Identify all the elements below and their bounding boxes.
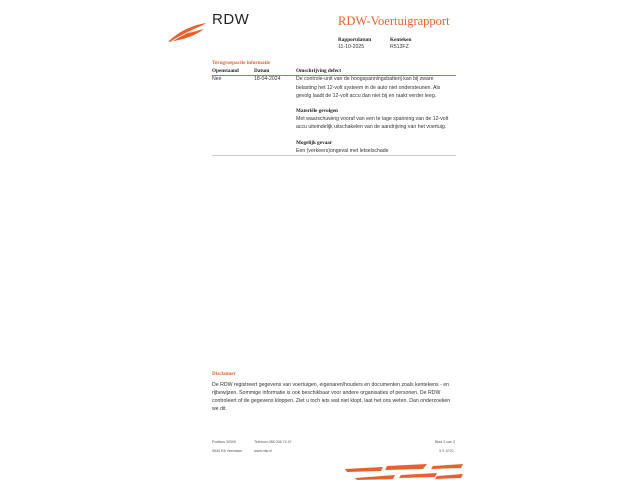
rapportdatum-label: Rapportdatum bbox=[338, 37, 372, 43]
column-header-openstaand: Openstaand bbox=[212, 68, 239, 74]
column-header-datum: Datum bbox=[254, 68, 270, 74]
defect-line: gevolg laadt de 12-volt accu dan niet bij en raakt verder leeg. bbox=[296, 93, 437, 99]
report-title: RDW-Voertuigrapport bbox=[338, 14, 450, 28]
footer-page-number: Blad 3 van 3 bbox=[435, 440, 455, 444]
rapportdatum-value: 11-10-2025 bbox=[338, 44, 365, 50]
disclaimer-line: rijbewijzen. Sommige informatie is ook beschikbaar voor andere organisaties of personen. De RDW bbox=[212, 390, 441, 396]
disclaimer-line: we dit. bbox=[212, 406, 227, 412]
gevaar-heading: Mogelijk gevaar bbox=[296, 140, 333, 146]
disclaimer-line: De RDW registreert gegevens van voertuigen, eigenaren/houders en documenten zoals kentekens - en bbox=[212, 382, 450, 388]
defect-line: De controle-unit van de hoogspanningsbatterij kan bij zware bbox=[296, 76, 434, 82]
footer-postcode: 9640 RA Veendam bbox=[212, 449, 242, 453]
column-header-omschrijving: Omschrijving defect bbox=[296, 68, 342, 74]
gevaar-text: Een (verkeers)ongeval met letselschade bbox=[296, 148, 389, 154]
table-bottom-rule bbox=[212, 155, 456, 156]
gevolgen-line: accu uiteindelijk uitschakelen van de aandrijving van het voertuig. bbox=[296, 124, 447, 130]
footer-code: 3 S 1070 bbox=[439, 449, 454, 453]
rdw-logo-icon bbox=[166, 20, 208, 44]
footer-website: www.rdw.nl bbox=[254, 449, 272, 453]
footer-postbus: Postbus 30000 bbox=[212, 440, 236, 444]
decorative-stripes bbox=[345, 464, 463, 480]
brand-name: RDW bbox=[212, 11, 250, 28]
gevolgen-line: Met waarschuwing vooraf van een te lage spanning van de 12-volt bbox=[296, 116, 449, 122]
cell-datum: 18-04-2024 bbox=[254, 76, 281, 82]
cell-openstaand: Nee bbox=[212, 76, 222, 82]
kenteken-label: Kenteken bbox=[390, 37, 412, 43]
disclaimer-line: controleert of de gegevens kloppen. Ziet u toch iets wat niet klopt, laat het ons weten. Dan onderzoeken bbox=[212, 398, 451, 404]
kenteken-value: R513FZ bbox=[390, 44, 409, 50]
section-title: Terugroepactie informatie bbox=[212, 60, 271, 66]
disclaimer-title: Disclaimer bbox=[212, 371, 236, 377]
footer-telefoon: Telefoon 088 008 74 47 bbox=[254, 440, 292, 444]
gevolgen-heading: Materiële gevolgen bbox=[296, 108, 338, 114]
defect-line: belasting het 12-volt systeem in de auto niet ondersteunen. Als bbox=[296, 85, 441, 91]
